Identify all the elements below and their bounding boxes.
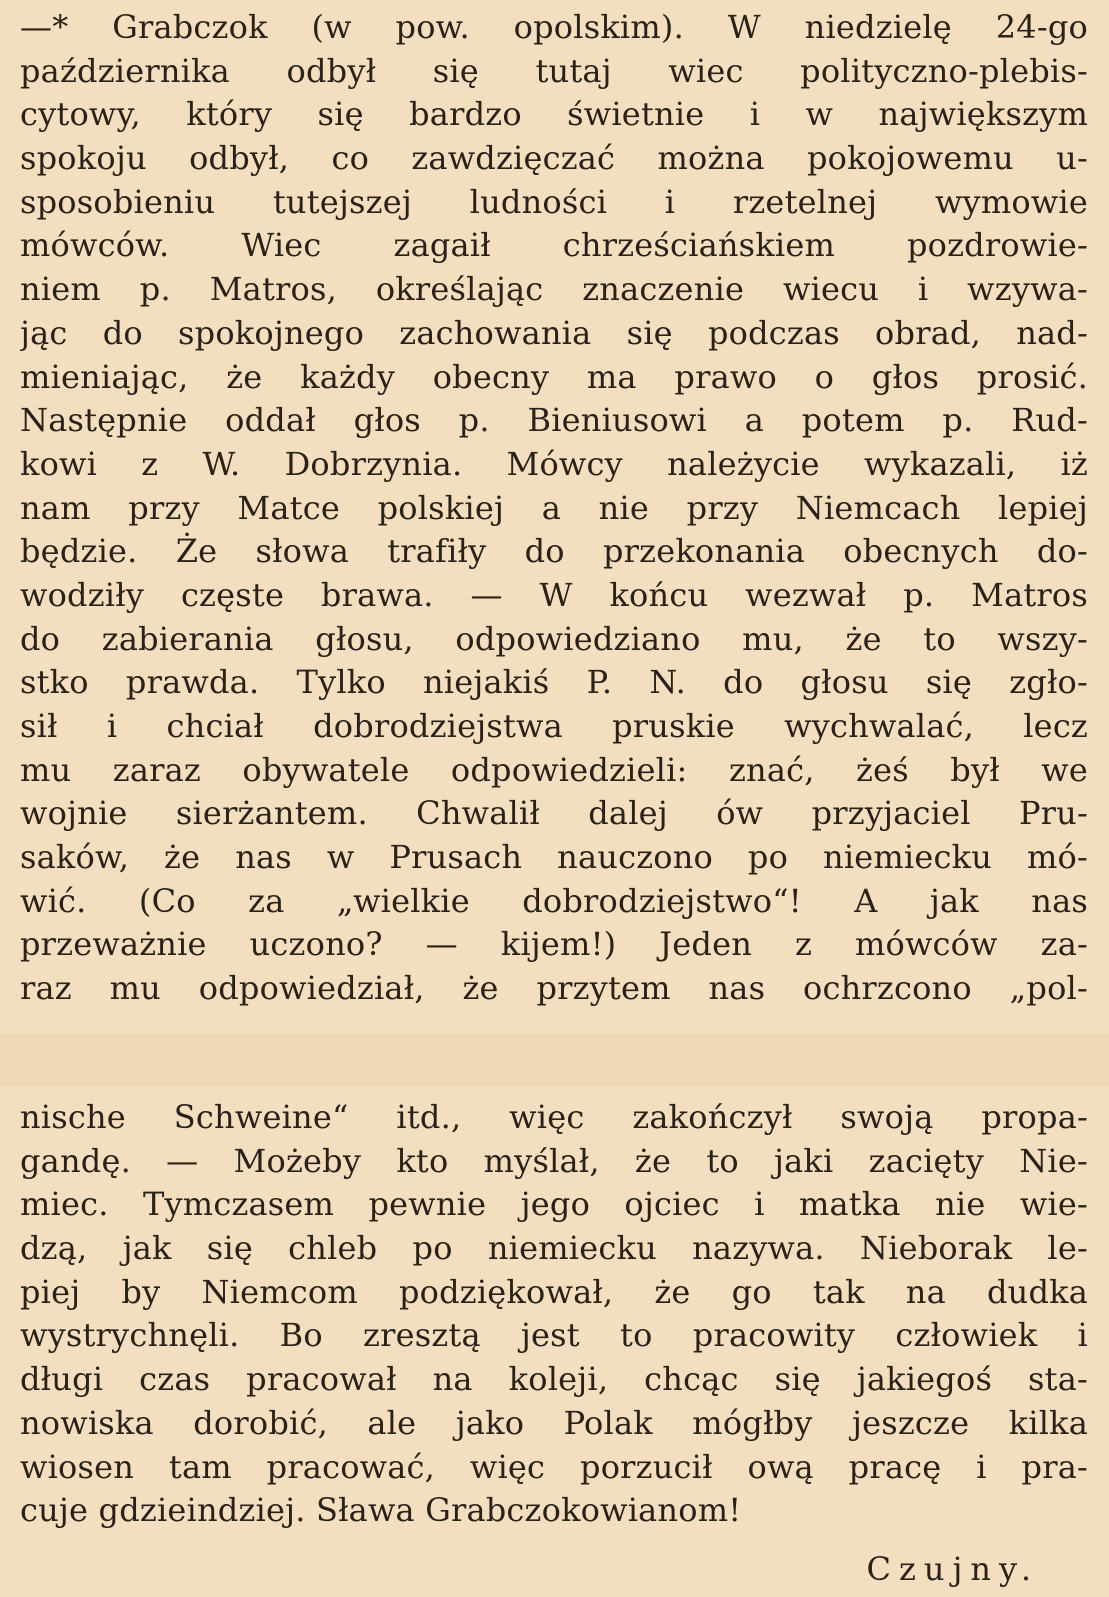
article-line: niem p. Matros, określając znaczenie wiecu i wzywa-: [20, 270, 1088, 309]
article-bottom-text: [20, 1096, 1088, 1533]
article-line: przeważnie uczono? — kijem!) Jeden z mówców za-: [20, 925, 1088, 964]
article-line: długi czas pracował na koleji, chcąc się jakiegoś sta-: [20, 1360, 1088, 1399]
article-line: do zabierania głosu, odpowiedziano mu, że to wszy-: [20, 619, 1088, 658]
article-line: wiosen tam pracować, więc porzucił ową pracę i pra-: [20, 1447, 1088, 1486]
article-line: wić. (Co za „wielkie dobrodziejstwo“! A jak nas: [20, 881, 1088, 920]
article-line: dzą, jak się chleb po niemiecku nazywa. Nieborak le-: [20, 1229, 1088, 1268]
article-line: Następnie oddał głos p. Bieniusowi a potem p. Rud-: [20, 401, 1088, 440]
article-line: będzie. Że słowa trafiły do przekonania obecnych do-: [20, 532, 1088, 571]
article-line: mówców. Wiec zagaił chrześciańskiem pozdrowie-: [20, 226, 1088, 265]
article-line: kowi z W. Dobrzynia. Mówcy należycie wykazali, iż: [20, 444, 1088, 483]
article-line: października odbył się tutaj wiec polityczno-plebis-: [20, 51, 1088, 90]
article-line: miec. Tymczasem pewnie jego ojciec i matka nie wie-: [20, 1185, 1088, 1224]
article-line: nowiska dorobić, ale jako Polak mógłby jeszcze kilka: [20, 1403, 1088, 1442]
article-line: spokoju odbył, co zawdzięczać można pokojowemu u-: [20, 139, 1088, 178]
article-line: raz mu odpowiedział, że przytem nas ochrzcono „pol-: [20, 969, 1088, 1008]
article-line: sposobieniu tutejszej ludności i rzetelnej wymowie: [20, 182, 1088, 221]
clipping-join-gap: [0, 1034, 1109, 1086]
author-signature: Czujny.: [866, 1550, 1039, 1588]
article-line: wojnie sierżantem. Chwalił dalej ów przyjaciel Pru-: [20, 794, 1088, 833]
article-line: wystrychnęli. Bo zresztą jest to pracowity człowiek i: [20, 1316, 1088, 1355]
article-line: wodziły częste brawa. — W końcu wezwał p. Matros: [20, 575, 1088, 614]
article-line: mieniając, że każdy obecny ma prawo o głos prosić.: [20, 357, 1088, 396]
article-line: nische Schweine“ itd., więc zakończył swoją propa-: [20, 1098, 1088, 1136]
article-top-text: [20, 6, 1088, 1011]
article-line: cuje gdzieindziej. Sława Grabczokowianom!: [20, 1491, 742, 1530]
article-line: mu zaraz obywatele odpowiedzieli: znać, żeś był we: [20, 750, 1088, 789]
article-line: nam przy Matce polskiej a nie przy Niemcach lepiej: [20, 488, 1088, 527]
article-line: piej by Niemcom podziękował, że go tak na dudka: [20, 1272, 1088, 1311]
article-line: —* Grabczok (w pow. opolskim). W niedzielę 24-go: [20, 8, 1088, 46]
article-line: cytowy, który się bardzo świetnie i w największym: [20, 95, 1088, 134]
article-line: saków, że nas w Prusach nauczono po niemiecku mó-: [20, 838, 1088, 877]
article-line: jąc do spokojnego zachowania się podczas obrad, nad-: [20, 313, 1088, 352]
article-line: stko prawda. Tylko niejakiś P. N. do głosu się zgło-: [20, 663, 1088, 702]
article-bottom-block: [0, 1086, 1109, 1597]
article-line: sił i chciał dobrodziejstwa pruskie wychwalać, lecz: [20, 707, 1088, 745]
article-line: gandę. — Możeby kto myślał, że to jaki zacięty Nie-: [20, 1141, 1088, 1180]
